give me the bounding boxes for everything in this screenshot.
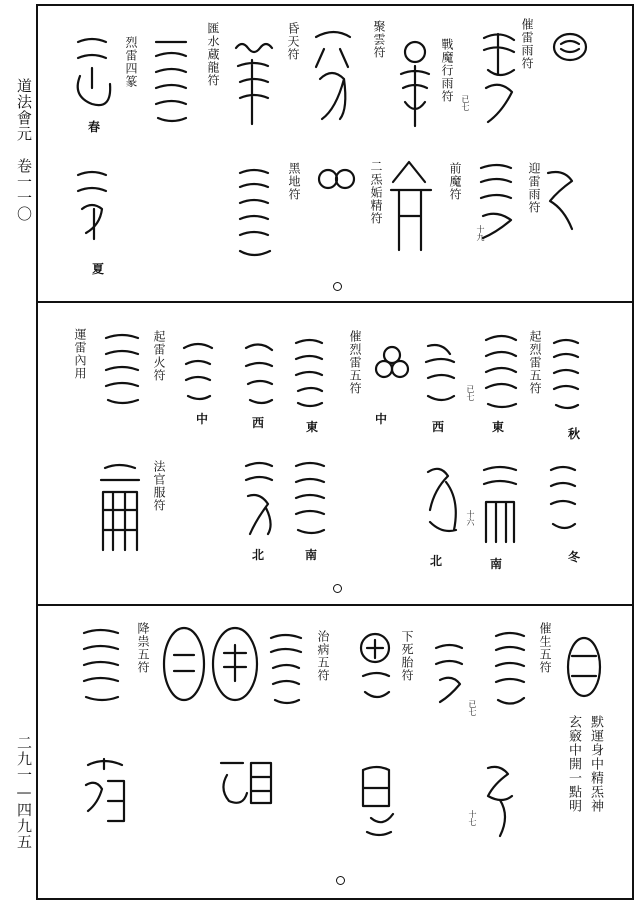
talisman-glyph xyxy=(310,25,355,125)
talisman-glyph xyxy=(240,338,278,408)
direction-label: 西 xyxy=(252,416,265,430)
talisman-glyph xyxy=(430,640,468,706)
talisman-title: 黑地符 xyxy=(287,162,301,201)
talisman-glyph xyxy=(418,462,464,540)
verse-line: 默運身中精炁神 xyxy=(588,715,603,813)
talisman-title: 前魔符 xyxy=(448,162,462,201)
talisman-title: 催烈雷五符 xyxy=(348,330,362,395)
talisman-glyph xyxy=(80,755,130,835)
direction-label: 中 xyxy=(375,412,388,426)
talisman-glyph xyxy=(78,625,126,705)
direction-label: 中 xyxy=(196,412,209,426)
block-number: 已七 xyxy=(461,95,470,111)
talisman-title: 二炁姤精符 xyxy=(369,160,383,225)
direction-label: 東 xyxy=(492,420,505,434)
season-label: 春 xyxy=(88,120,101,134)
talisman-title: 治病五符 xyxy=(316,630,330,682)
season-label: 秋 xyxy=(568,427,581,441)
talisman-title: 戰魔行雨符 xyxy=(440,38,454,103)
talisman-glyph xyxy=(540,165,578,235)
section-divider-2 xyxy=(36,604,634,606)
talisman-glyph xyxy=(478,462,522,547)
direction-label: 南 xyxy=(490,557,503,571)
direction-label: 南 xyxy=(305,548,318,562)
triple-circle-icon xyxy=(374,345,410,381)
talisman-glyph xyxy=(355,630,395,710)
talisman-glyph xyxy=(70,32,116,112)
talisman-glyph xyxy=(215,755,277,810)
talisman-glyph xyxy=(548,335,584,415)
direction-label: 東 xyxy=(306,420,319,434)
talisman-glyph xyxy=(475,158,515,243)
talisman-glyph xyxy=(95,460,145,555)
margin-title: 道法會元 卷一一〇 xyxy=(15,78,33,222)
talisman-glyph xyxy=(290,335,328,410)
talisman-glyph xyxy=(478,760,522,840)
margin-page-number: 二九一—四九五 xyxy=(15,735,33,850)
talisman-glyph xyxy=(210,625,260,703)
block-number: 十九 xyxy=(476,225,485,241)
talisman-title: 聚雲符 xyxy=(372,20,386,59)
talisman-glyph xyxy=(545,460,581,538)
block-number: 已七 xyxy=(466,385,475,401)
talisman-glyph xyxy=(150,32,192,127)
season-label: 冬 xyxy=(568,550,581,564)
section-divider-1 xyxy=(36,301,634,303)
sun-moon-icon xyxy=(318,168,356,190)
talisman-glyph xyxy=(178,338,218,404)
talisman-title: 運雷內用 xyxy=(73,328,87,380)
direction-label: 西 xyxy=(432,420,445,434)
talisman-title: 下死胎符 xyxy=(400,630,414,682)
block-number: 已七 xyxy=(468,700,477,716)
talisman-glyph xyxy=(232,165,276,260)
seal-circle-icon xyxy=(566,636,602,698)
circle-mark xyxy=(333,584,342,593)
talisman-glyph xyxy=(395,40,433,130)
block-number: 十七 xyxy=(468,810,477,826)
talisman-glyph xyxy=(385,158,435,253)
circle-mark xyxy=(336,876,345,885)
talisman-title: 起雷火符 xyxy=(152,330,166,382)
talisman-glyph xyxy=(490,628,530,718)
talisman-glyph xyxy=(232,38,274,128)
talisman-glyph xyxy=(290,458,330,538)
talisman-glyph xyxy=(162,625,206,703)
talisman-title: 催雷雨符 xyxy=(520,18,534,70)
talisman-glyph xyxy=(100,330,144,405)
talisman-title: 法官服符 xyxy=(152,460,166,512)
talisman-glyph xyxy=(480,330,520,410)
circle-mark xyxy=(333,282,342,291)
talisman-title: 匯水蔵龍符 xyxy=(206,22,220,87)
talisman-title: 迎雷雨符 xyxy=(527,162,541,214)
verse-line: 玄竅中開一點明 xyxy=(566,715,581,813)
talisman-glyph xyxy=(480,30,518,125)
talisman-glyph xyxy=(70,165,116,245)
talisman-glyph xyxy=(420,338,458,410)
seal-circle-icon xyxy=(552,32,588,62)
talisman-glyph xyxy=(355,762,395,840)
talisman-title: 烈雷四篆 xyxy=(124,36,138,88)
season-label: 夏 xyxy=(92,262,105,276)
talisman-title: 昏天符 xyxy=(286,22,300,61)
talisman-glyph xyxy=(238,458,280,538)
direction-label: 北 xyxy=(252,548,265,562)
block-number: 十六 xyxy=(466,510,475,526)
talisman-title: 催生五符 xyxy=(538,622,552,674)
talisman-glyph xyxy=(265,630,307,710)
direction-label: 北 xyxy=(430,554,443,568)
talisman-title: 起烈雷五符 xyxy=(528,330,542,395)
talisman-title: 降祟五符 xyxy=(136,622,150,674)
